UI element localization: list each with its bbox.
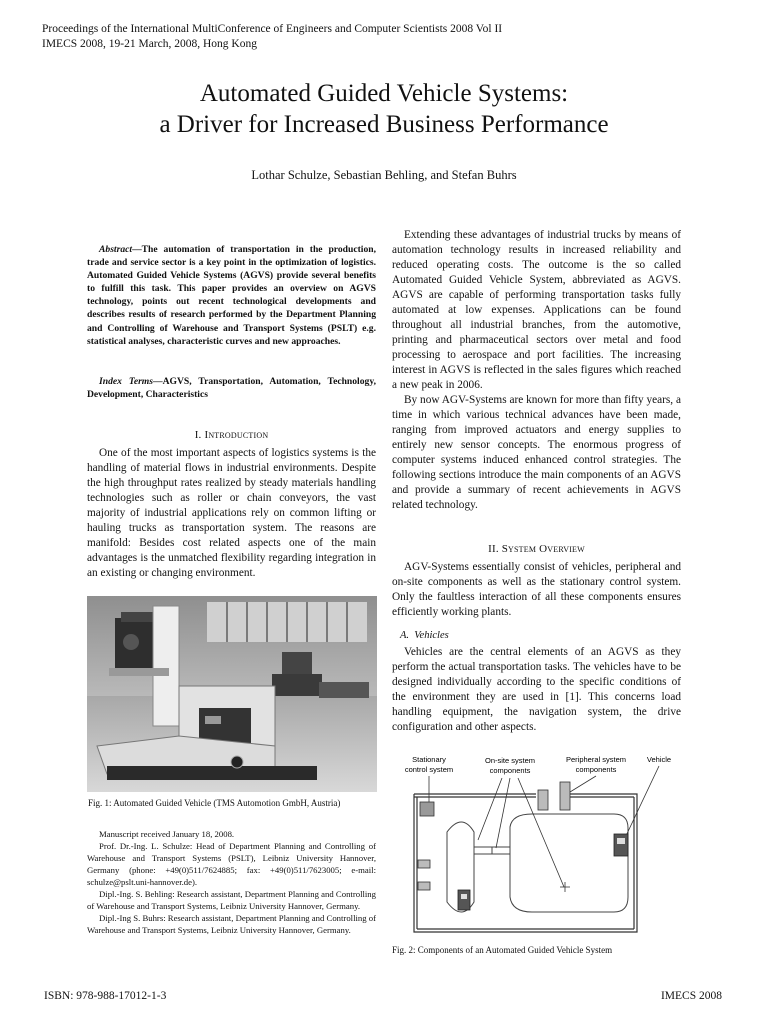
subsection-label: A. [400,630,410,641]
abstract-text: —The automation of transportation in the production, trade and service sector is a key point in the optimization of logistics. Automated Guided Vehicle Systems (AGVS) provide several benefits to fulfill this task. This paper provides an overview on AGVS technology, points out recent technological developments and describes results of research performed by the Department Planning and Controlling of Warehouse and Transport Systems (PSLT) e.g. statistical analyses, characteristic curves and new approaches. [87,244,376,347]
paper-title [0,78,768,140]
figure-1-caption: Fig. 1: Automated Guided Vehicle (TMS Automotion GmbH, Austria) [88,798,341,808]
footnote-author-3: Dipl.-Ing S. Buhrs: Research assistant, Department Planning and Controlling of Warehouse and Transport Systems, Leibniz University Hannover, Germany. [87,913,376,935]
index-terms-label: Index Terms [99,376,154,387]
running-header-line2: IMECS 2008, 19-21 March, 2008, Hong Kong [42,38,257,50]
running-header-line1: Proceedings of the International MultiConference of Engineers and Computer Scientists 2008 Vol II [42,23,503,35]
subsection-title: Vehicles [414,630,449,641]
paper-title-line1: Automated Guided Vehicle Systems: [199,80,569,107]
introduction-body [87,446,376,581]
label-stationary-line1: Stationary [412,755,446,764]
paragraph: One of the most important aspects of logistics systems is the handling of material flows in industrial environments. Despite the high throughput rates realized by steady materials handling technologies such as roller or chain conveyors, the vast majority of industrial applications rely on common lifting or hauling trucks as transportation system. The reasons are manifold: Besides cost related aspects one of the main advantages is the unmatched flexibility regarding integration in an existing or changing environment. [87,447,376,579]
section-heading-system-overview [392,543,681,555]
section-number: II. [488,543,499,555]
footnote-received: Manuscript received January 18, 2008. [99,829,235,839]
label-peripheral-line2: components [575,765,617,774]
abstract [87,243,376,348]
subsection-heading-vehicles [400,630,449,641]
agv-photo-illustration [87,596,377,792]
index-terms [87,375,376,401]
paragraph: Vehicles are the central elements of an AGVS as they perform the actual transportation tasks. The vehicles have to be designed individually according to the specific conditions of the environment they are used in [1]. This concerns load handling equipment, the navigation system, the drive configuration and other aspects. [392,646,681,733]
figure-1-photo [87,596,377,792]
index-terms-text: —AGVS, Transportation, Automation, Technology, Development, Characteristics [87,376,376,401]
label-onsite-line2: components [489,766,531,775]
abstract-label: Abstract [99,244,133,255]
figure-2-diagram [392,752,682,940]
label-stationary-line2: control system [404,765,454,774]
footnotes [87,828,376,936]
paragraph: Extending these advantages of industrial trucks by means of automation technology results in increased reliability and reduced operating costs. The outcome is the so called Automated Guided Vehicle System, abbreviated as AGVS. AGVS are capable of performing transportation tasks fully automated at low expenses. Applications can be found throughout all industrial branches, from the automotive, printing and pharmaceutical sectors over metal and food processing to aerospace and port facilities. The increasing interest in AGVS is reflected in the sales figures which reached a new peak in 2006. [392,229,681,391]
label-peripheral-line1: Peripheral system [565,755,627,764]
footer-isbn: ISBN: 978-988-17012-1-3 [44,990,167,1002]
footer-conference: IMECS 2008 [660,990,722,1002]
label-onsite-line1: On-site system [484,756,536,765]
paragraph: By now AGV-Systems are known for more than fifty years, a time in which various technical advances have been made, ranging from improved actuators and energy supplies to entirely new sensor concepts. The enormous progress of computer systems induced enhanced control strategies. The following sections introduce the main components of an AGVS and provide a summary of recent achievements in AGVS related technology. [392,394,681,511]
section-heading-introduction [87,429,376,441]
intro-continued [392,228,681,513]
agvs-components-diagram [392,752,682,940]
section-title: System Overview [501,543,585,555]
footnote-author-1: Prof. Dr.-Ing. L. Schulze: Head of Department Planning and Controlling of Warehouse and Transport Systems (PSLT), Leibniz University Hannover, Germany (phone: +49(0)511/7624885; fax: +49(0)511/7623005; e-mail: schulze@pslt.uni-hannover.de). [87,841,376,887]
paragraph: AGV-Systems essentially consist of vehicles, peripheral and on-site components as well as the stationary control system. Only the faultless interaction of all these components ensures efficiently working plants. [392,561,681,618]
paper-title-line2: a Driver for Increased Business Performance [159,111,609,138]
vehicles-body [392,645,681,735]
section-title: Introduction [204,429,269,441]
section-number: I. [194,429,202,441]
label-vehicle: Vehicle [646,755,672,764]
figure-2-caption: Fig. 2: Components of an Automated Guided Vehicle System [392,945,613,955]
system-overview-body [392,560,681,620]
author-list: Lothar Schulze, Sebastian Behling, and Stefan Buhrs [251,168,517,182]
footnote-author-2: Dipl.-Ing. S. Behling: Research assistant, Department Planning and Controlling of Warehouse and Transport Systems, Leibniz University Hannover, Germany. [87,889,376,911]
